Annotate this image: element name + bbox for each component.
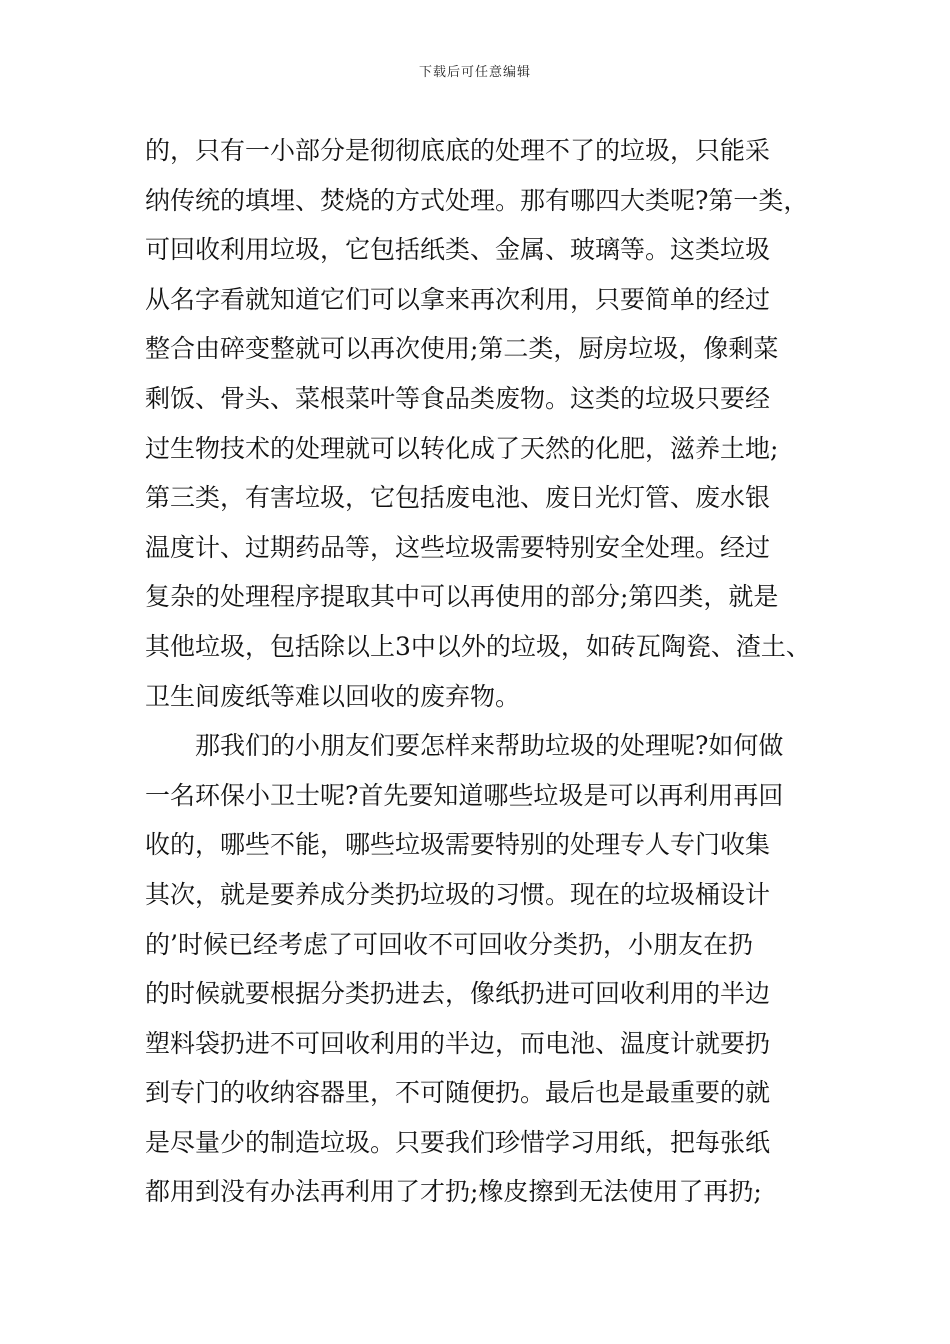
text-line: 塑料袋扔进不可回收利用的半边，而电池、温度计就要扔 bbox=[145, 1028, 771, 1058]
text-line: 第三类，有害垃圾，它包括废电池、废日光灯管、废水银 bbox=[145, 483, 771, 513]
text-line: 从名字看就知道它们可以拿来再次利用，只要简单的经过 bbox=[145, 284, 771, 314]
text-line: 卫生间废纸等难以回收的废弃物。 bbox=[145, 681, 521, 711]
text-line: 一名环保小卫士呢?首先要知道哪些垃圾是可以再利用再回 bbox=[145, 780, 784, 810]
text-line: 可回收利用垃圾，它包括纸类、金属、玻璃等。这类垃圾 bbox=[145, 235, 771, 265]
document-body bbox=[145, 126, 815, 1217]
text-line-indented: 那我们的小朋友们要怎样来帮助垃圾的处理呢?如何做 bbox=[195, 731, 784, 761]
text-line: 的时候就要根据分类扔进去，像纸扔进可回收利用的半边 bbox=[145, 979, 771, 1009]
text-line: 的’时候已经考虑了可回收不可回收分类扔，小朋友在扔 bbox=[145, 929, 753, 959]
text-line: 复杂的处理程序提取其中可以再使用的部分;第四类，就是 bbox=[145, 582, 779, 612]
text-line: 收的，哪些不能，哪些垃圾需要特别的处理专人专门收集 bbox=[145, 830, 771, 860]
paragraph-1 bbox=[145, 126, 815, 721]
text-line: 的，只有一小部分是彻彻底底的处理不了的垃圾，只能采 bbox=[145, 136, 771, 165]
text-line: 其他垃圾，包括除以上3中以外的垃圾，如砖瓦陶瓷、渣土、 bbox=[145, 631, 811, 661]
text-line: 剩饭、骨头、菜根菜叶等食品类废物。这类的垃圾只要经 bbox=[145, 383, 771, 413]
paragraph-2 bbox=[145, 721, 815, 1217]
text-line: 整合由碎变整就可以再次使用;第二类，厨房垃圾，像剩菜 bbox=[145, 334, 779, 364]
text-line: 温度计、过期药品等，这些垃圾需要特别安全处理。经过 bbox=[145, 532, 771, 562]
text-line: 其次，就是要养成分类扔垃圾的习惯。现在的垃圾桶设计 bbox=[145, 879, 771, 909]
text-line: 是尽量少的制造垃圾。只要我们珍惜学习用纸，把每张纸 bbox=[145, 1127, 771, 1157]
text-line: 过生物技术的处理就可以转化成了天然的化肥，滋养土地; bbox=[145, 433, 779, 463]
page-header: 下载后可任意编辑 bbox=[418, 65, 531, 80]
text-line: 纳传统的填埋、焚烧的方式处理。那有哪四大类呢?第一类， bbox=[145, 185, 809, 215]
text-line: 到专门的收纳容器里，不可随便扔。最后也是最重要的就 bbox=[145, 1078, 771, 1108]
text-line: 都用到没有办法再利用了才扔;橡皮擦到无法使用了再扔; bbox=[145, 1177, 762, 1207]
